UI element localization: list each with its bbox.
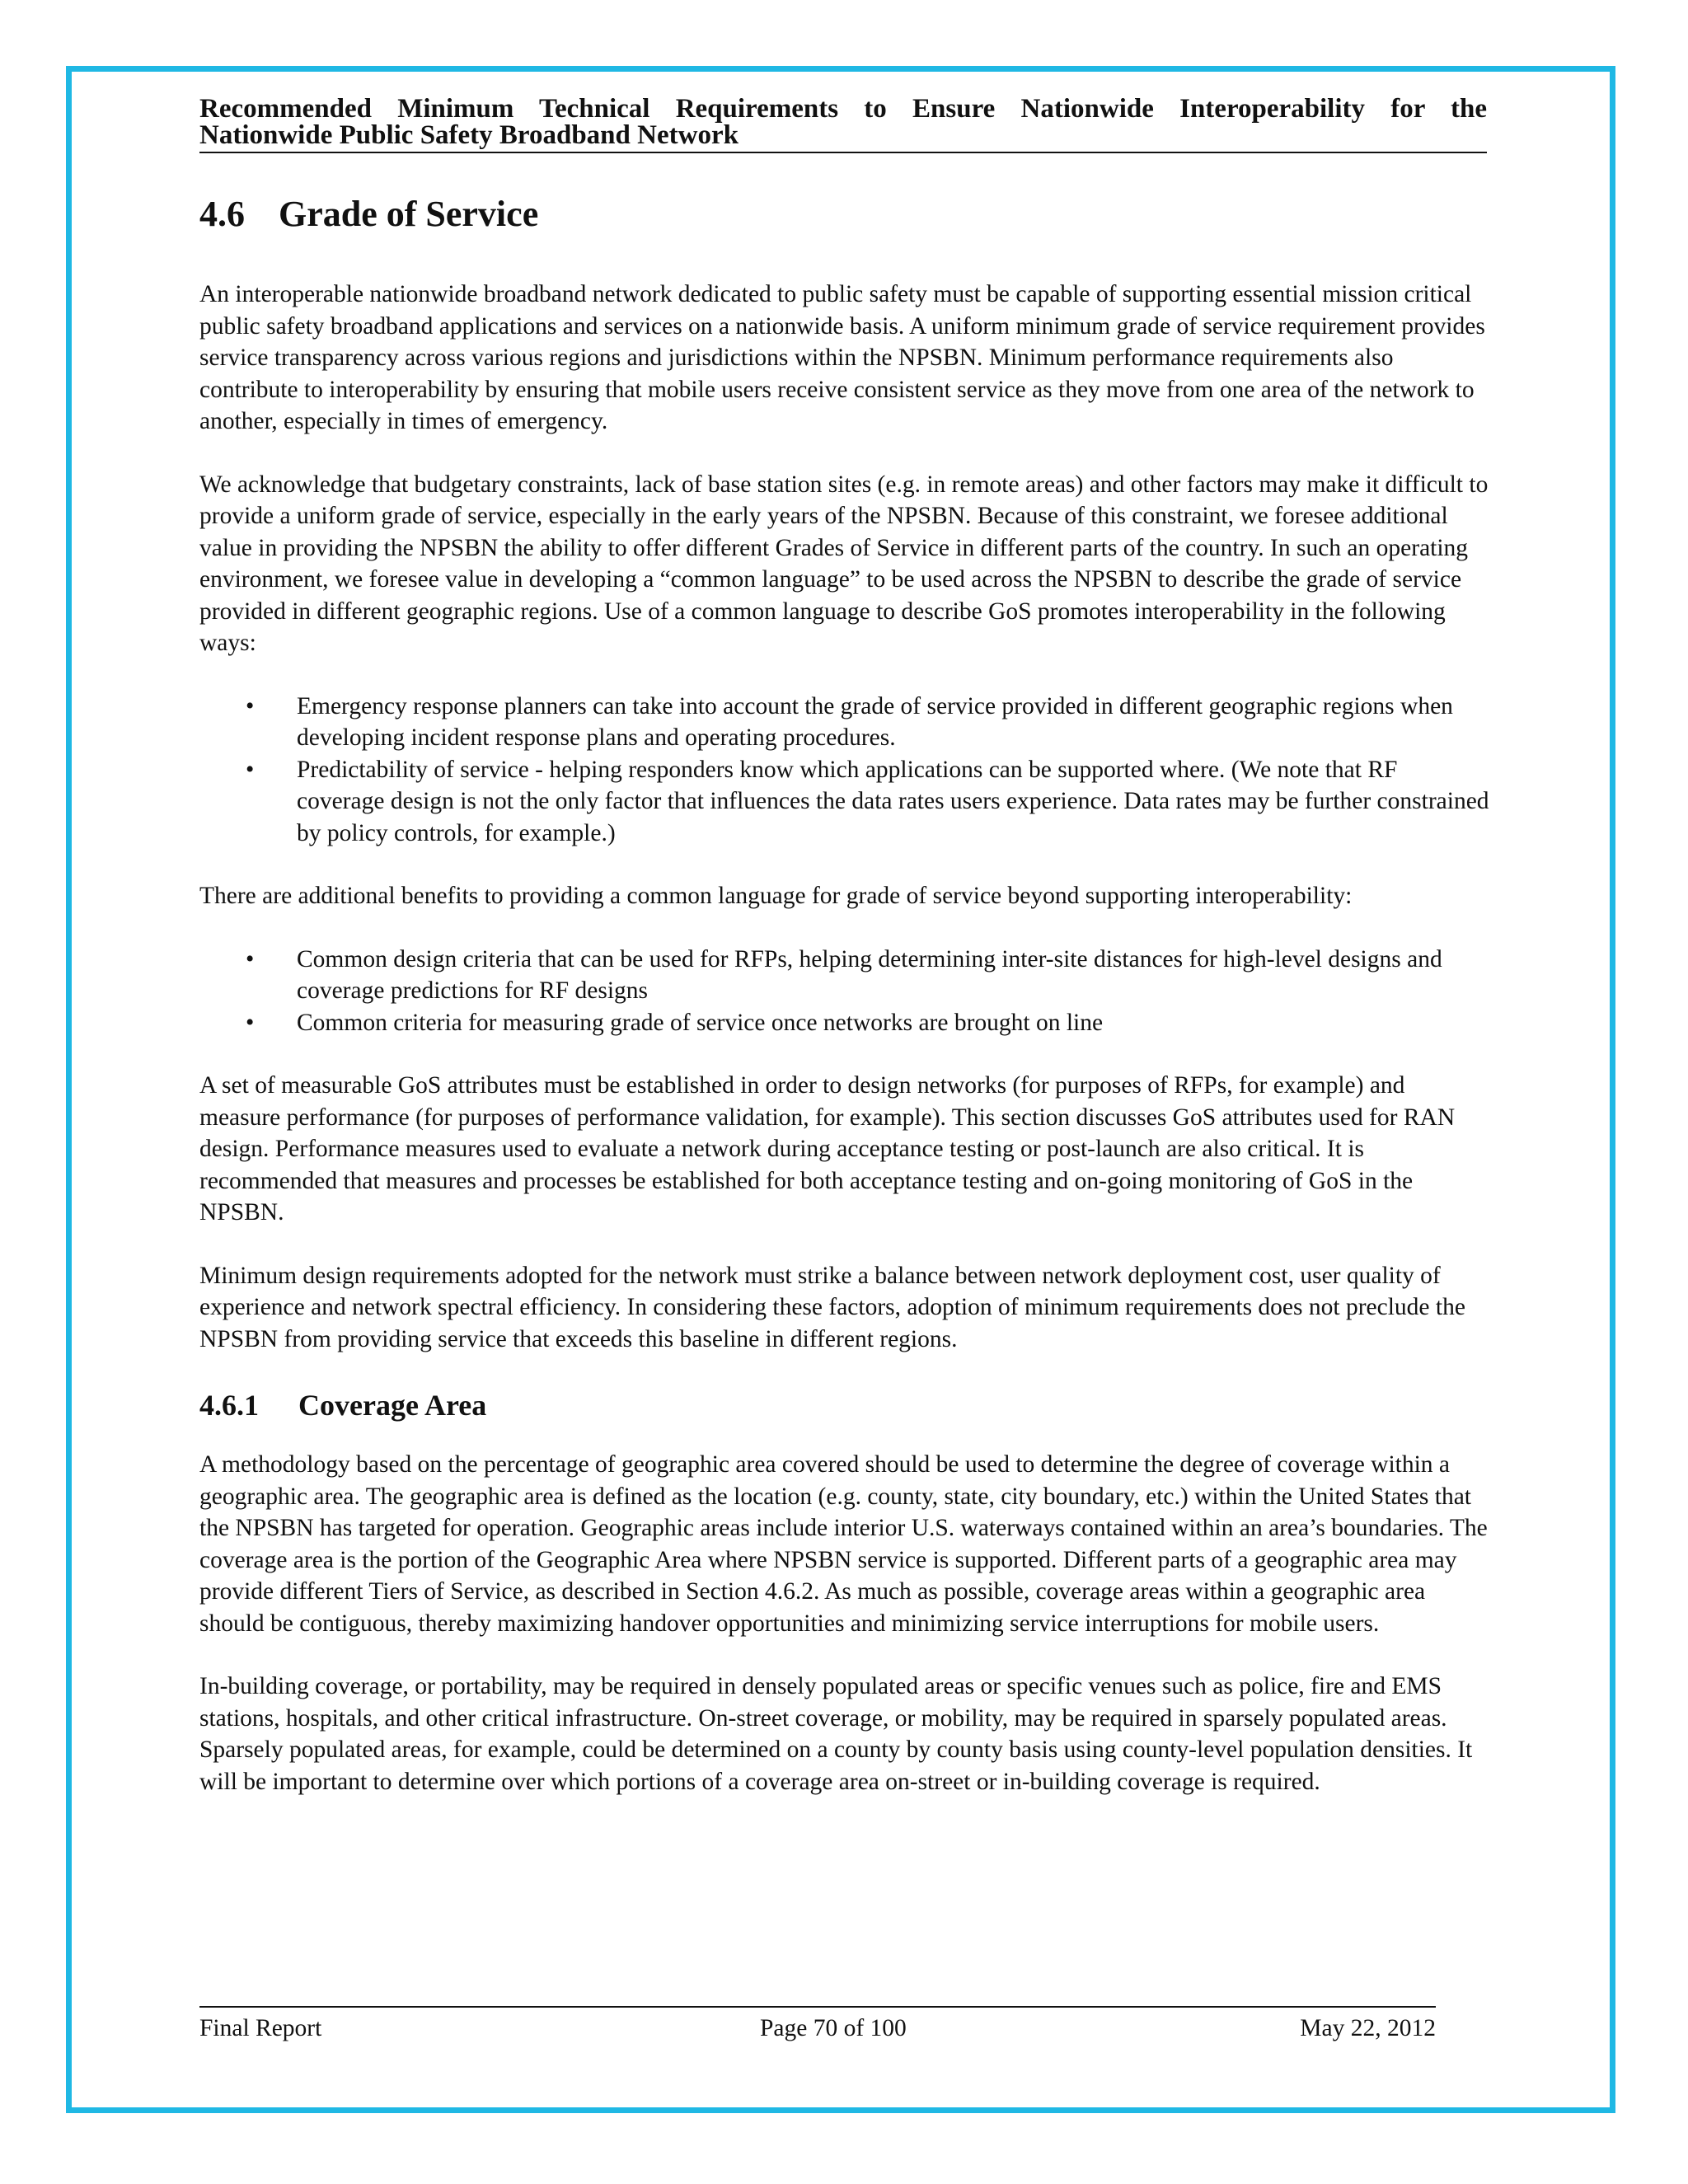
- paragraph-budget: We acknowledge that budgetary constraints, lack of base station sites (e.g. in remote areas) and other factors may make it difficult to provide a uniform grade of service, especially in the early years of the NPSBN. Because of this constraint, we foresee additional value in providing the NPSBN the ability to offer different Grades of Service in different parts of the country. In such an operating environment, we foresee value in developing a “common language” to be used across the NPSBN to describe the grade of service provided in different geographic regions. Use of a common language to describe GoS promotes interoperability in the following ways:: [199, 471, 1489, 656]
- header-line-2: Nationwide Public Safety Broadband Network: [199, 120, 738, 150]
- footer-page-number: Page 70 of 100: [760, 2015, 907, 2041]
- section-number: 4.6: [199, 194, 245, 234]
- list-item: [199, 944, 1489, 1007]
- paragraph-intro: An interoperable nationwide broadband network dedicated to public safety must be capable of supporting essential mission critical public safety broadband applications and services on a nationwide basis. A uniform minimum grade of service requirement provides service transparency across various regions and jurisdictions within the NPSBN. Minimum performance requirements also contribute to interoperability by ensuring that mobile users receive consistent service as they move from one area of the network to another, especially in times of emergency.: [199, 281, 1485, 434]
- footer-divider: [199, 2006, 1436, 2008]
- paragraph-benefits: There are additional benefits to providing a common language for grade of service beyond supporting interoperability:: [199, 883, 1353, 909]
- footer-report-label: Final Report: [199, 2015, 322, 2041]
- list-item-text: Common criteria for measuring grade of service once networks are brought on line: [297, 1009, 1104, 1036]
- bullet-icon: •: [246, 692, 255, 719]
- bullet-list-benefits: [199, 944, 1489, 1039]
- document-header: [199, 96, 1487, 153]
- subsection-title: Coverage Area: [298, 1389, 487, 1422]
- paragraph-in-building: In-building coverage, or portability, may be required in densely populated areas or specific venues such as police, fire and EMS stations, hospitals, and other critical infrastructure. On-street coverage, or mobility, may be required in sparsely populated areas. Sparsely populated areas, for example, could be determined on a county by county basis using county-level population densities. It will be important to determine over which portions of a coverage area on-street or in-building coverage is required.: [199, 1673, 1473, 1795]
- section-heading: [199, 191, 1489, 237]
- list-item-text: Emergency response planners can take into account the grade of service provided in different geographic regions when developing incident response plans and operating procedures.: [297, 692, 1453, 751]
- subsection-heading: [199, 1386, 1489, 1424]
- paragraph-design-requirements: Minimum design requirements adopted for the network must strike a balance between network deployment cost, user quality of experience and network spectral efficiency. In considering these factors, adoption of minimum requirements does not preclude the NPSBN from providing service that exceeds this baseline in different regions.: [199, 1262, 1465, 1352]
- footer-date: May 22, 2012: [1300, 2015, 1436, 2041]
- paragraph-methodology: A methodology based on the percentage of geographic area covered should be used to determine the degree of coverage within a geographic area. The geographic area is defined as the location (e.g. county, state, city boundary, etc.) within the United States that the NPSBN has targeted for operation. Geographic areas include interior U.S. waterways contained within an area’s boundaries. The coverage area is the portion of the Geographic Area where NPSBN service is supported. Different parts of a geographic area may provide different Tiers of Service, as described in Section 4.6.2. As much as possible, coverage areas within a geographic area should be contiguous, thereby maximizing handover opportunities and minimizing service interruptions for mobile users.: [199, 1451, 1488, 1637]
- bullet-icon: •: [246, 945, 255, 972]
- bullet-icon: •: [246, 756, 255, 783]
- header-line-1: Recommended Minimum Technical Requirements to Ensure Nationwide Interoperability for the: [199, 94, 1487, 124]
- list-item: [199, 691, 1489, 754]
- list-item-text: Predictability of service - helping responders know which applications can be supported where. (We note that RF coverage design is not the only factor that influences the data rates users experience. Data rates may be further constrained by policy controls, for example.): [297, 756, 1489, 846]
- list-item: [199, 1007, 1489, 1039]
- bullet-icon: •: [246, 1009, 255, 1036]
- list-item-text: Common design criteria that can be used for RFPs, helping determining inter-site distances for high-level designs and coverage predictions for RF designs: [297, 945, 1442, 1004]
- paragraph-gos-attributes: A set of measurable GoS attributes must be established in order to design networks (for purposes of RFPs, for example) and measure performance (for purposes of performance validation, for example). This section discusses GoS attributes used for RAN design. Performance measures used to evaluate a network during acceptance testing or post-launch are also critical. It is recommended that measures and processes be established for both acceptance testing and on-going monitoring of GoS in the NPSBN.: [199, 1072, 1456, 1226]
- list-item: [199, 754, 1489, 850]
- bullet-list-interop: [199, 691, 1489, 850]
- page-content: [199, 191, 1489, 1829]
- section-title: Grade of Service: [279, 194, 539, 234]
- subsection-number: 4.6.1: [199, 1389, 259, 1422]
